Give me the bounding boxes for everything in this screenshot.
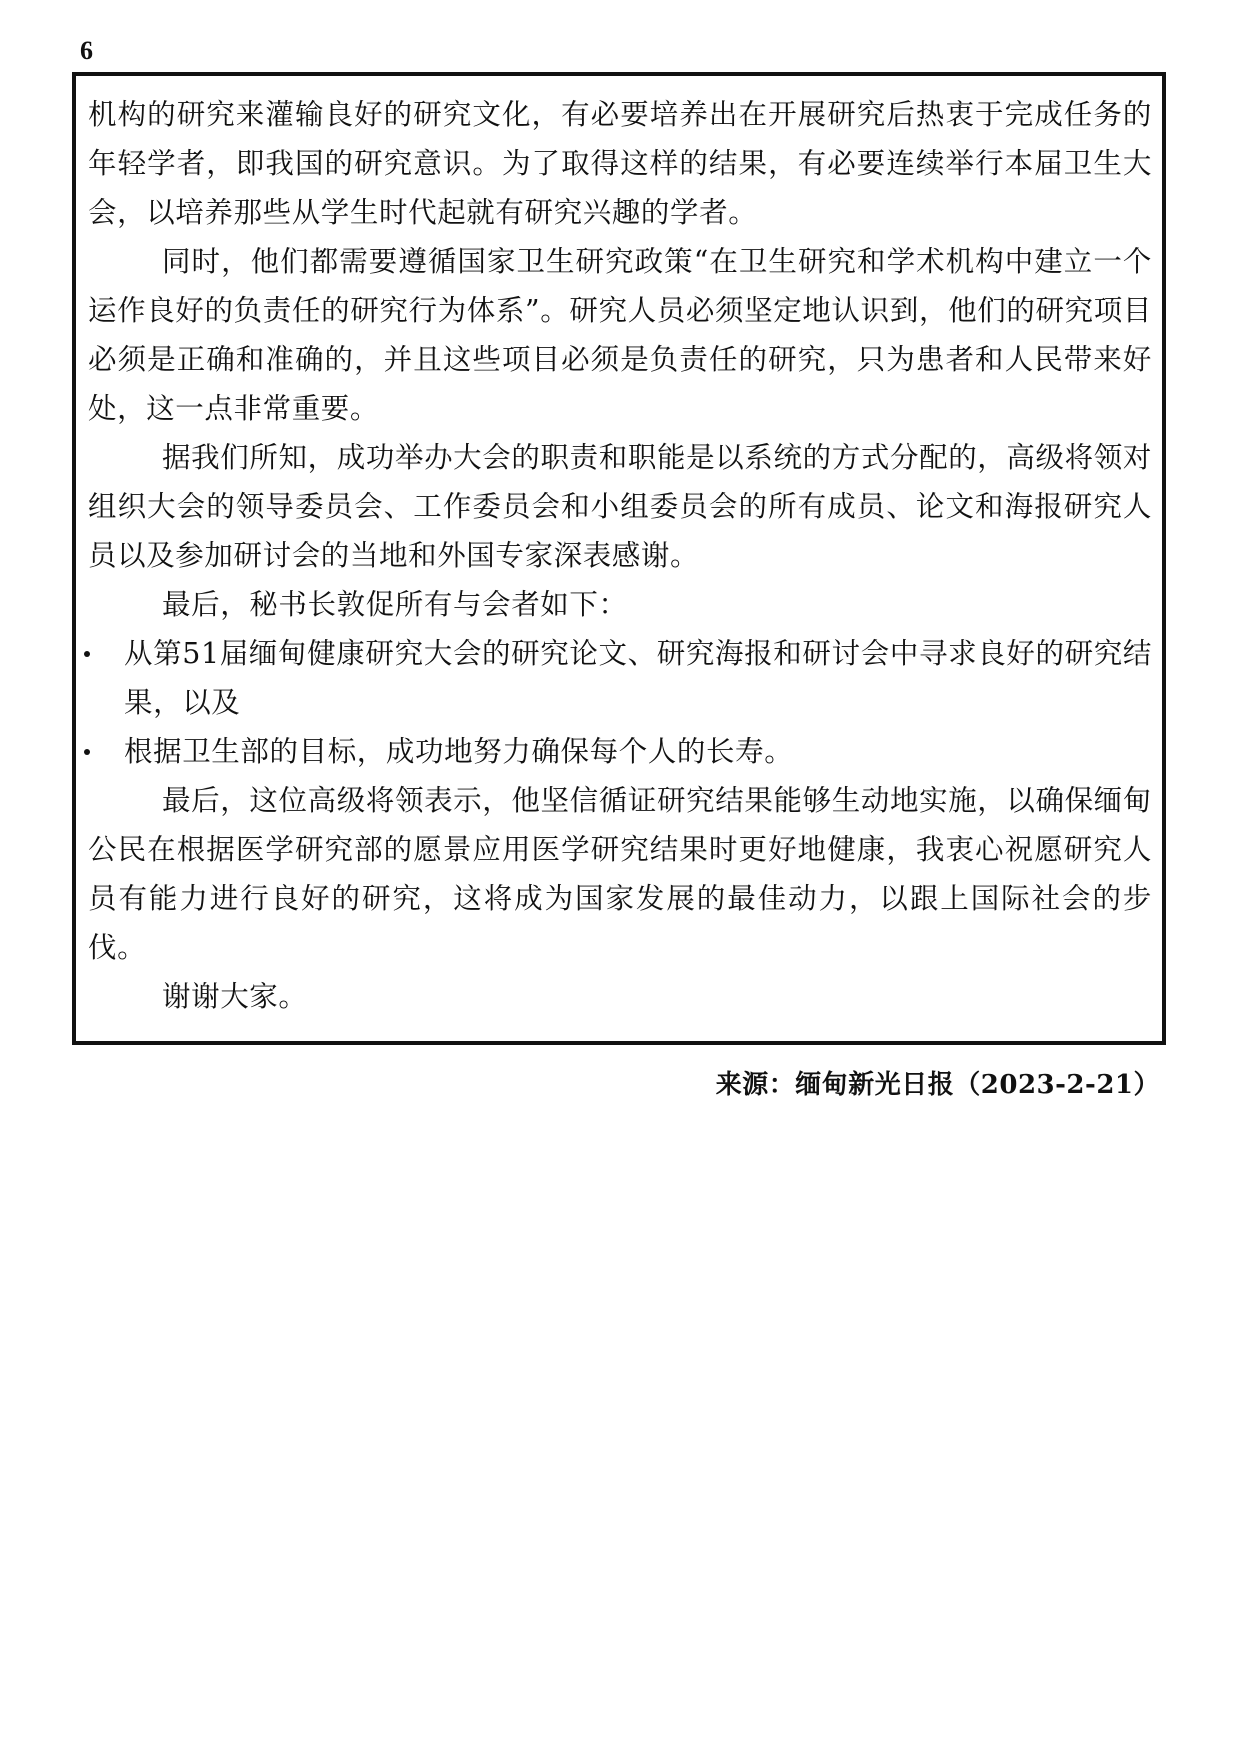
bullet-text: 根据卫生部的目标，成功地努力确保每个人的长寿。: [124, 735, 794, 768]
paragraph-urging-participants: 最后，秘书长敦促所有与会者如下：: [162, 588, 628, 621]
paragraph-acknowledgement: 据我们所知，成功举办大会的职责和职能是以系统的方式分配的，高级将领对组织大会的领导委员会、工作委员会和小组委员会的所有成员、论文和海报研究人员以及参加研讨会的当地和外国专家深表感谢。: [88, 441, 1152, 572]
source-citation: 来源：缅甸新光日报（2023-2-21）: [715, 1070, 1160, 1100]
paragraph-thanks: 谢谢大家。: [162, 980, 308, 1013]
bullet-text: 从第51届缅甸健康研究大会的研究论文、研究海报和研讨会中寻求良好的研究结果，以及: [124, 637, 1152, 719]
bullet-dot-icon: [84, 749, 90, 755]
paragraph-continuation: 机构的研究来灌输良好的研究文化，有必要培养出在开展研究后热衷于完成任务的年轻学者，即我国的研究意识。为了取得这样的结果，有必要连续举行本届卫生大会，以培养那些从学生时代起就有研究兴趣的学者。: [88, 98, 1152, 229]
bullet-item: [88, 727, 1152, 776]
bullet-list: [88, 629, 1152, 776]
paragraph-closing-remarks: 最后，这位高级将领表示，他坚信循证研究结果能够生动地实施，以确保缅甸公民在根据医学研究部的愿景应用医学研究结果时更好地健康，我衷心祝愿研究人员有能力进行良好的研究，这将成为国家发展的最佳动力，以跟上国际社会的步伐。: [88, 784, 1152, 964]
bullet-item: [88, 629, 1152, 727]
bullet-dot-icon: [84, 651, 90, 657]
page-number: 6: [80, 36, 93, 65]
paragraph-research-policy: 同时，他们都需要遵循国家卫生研究政策“在卫生研究和学术机构中建立一个运作良好的负责任的研究行为体系”。研究人员必须坚定地认识到，他们的研究项目必须是正确和准确的，并且这些项目必须是负责任的研究，只为患者和人民带来好处，这一点非常重要。: [88, 245, 1152, 425]
bordered-text-box: [72, 72, 1166, 1045]
